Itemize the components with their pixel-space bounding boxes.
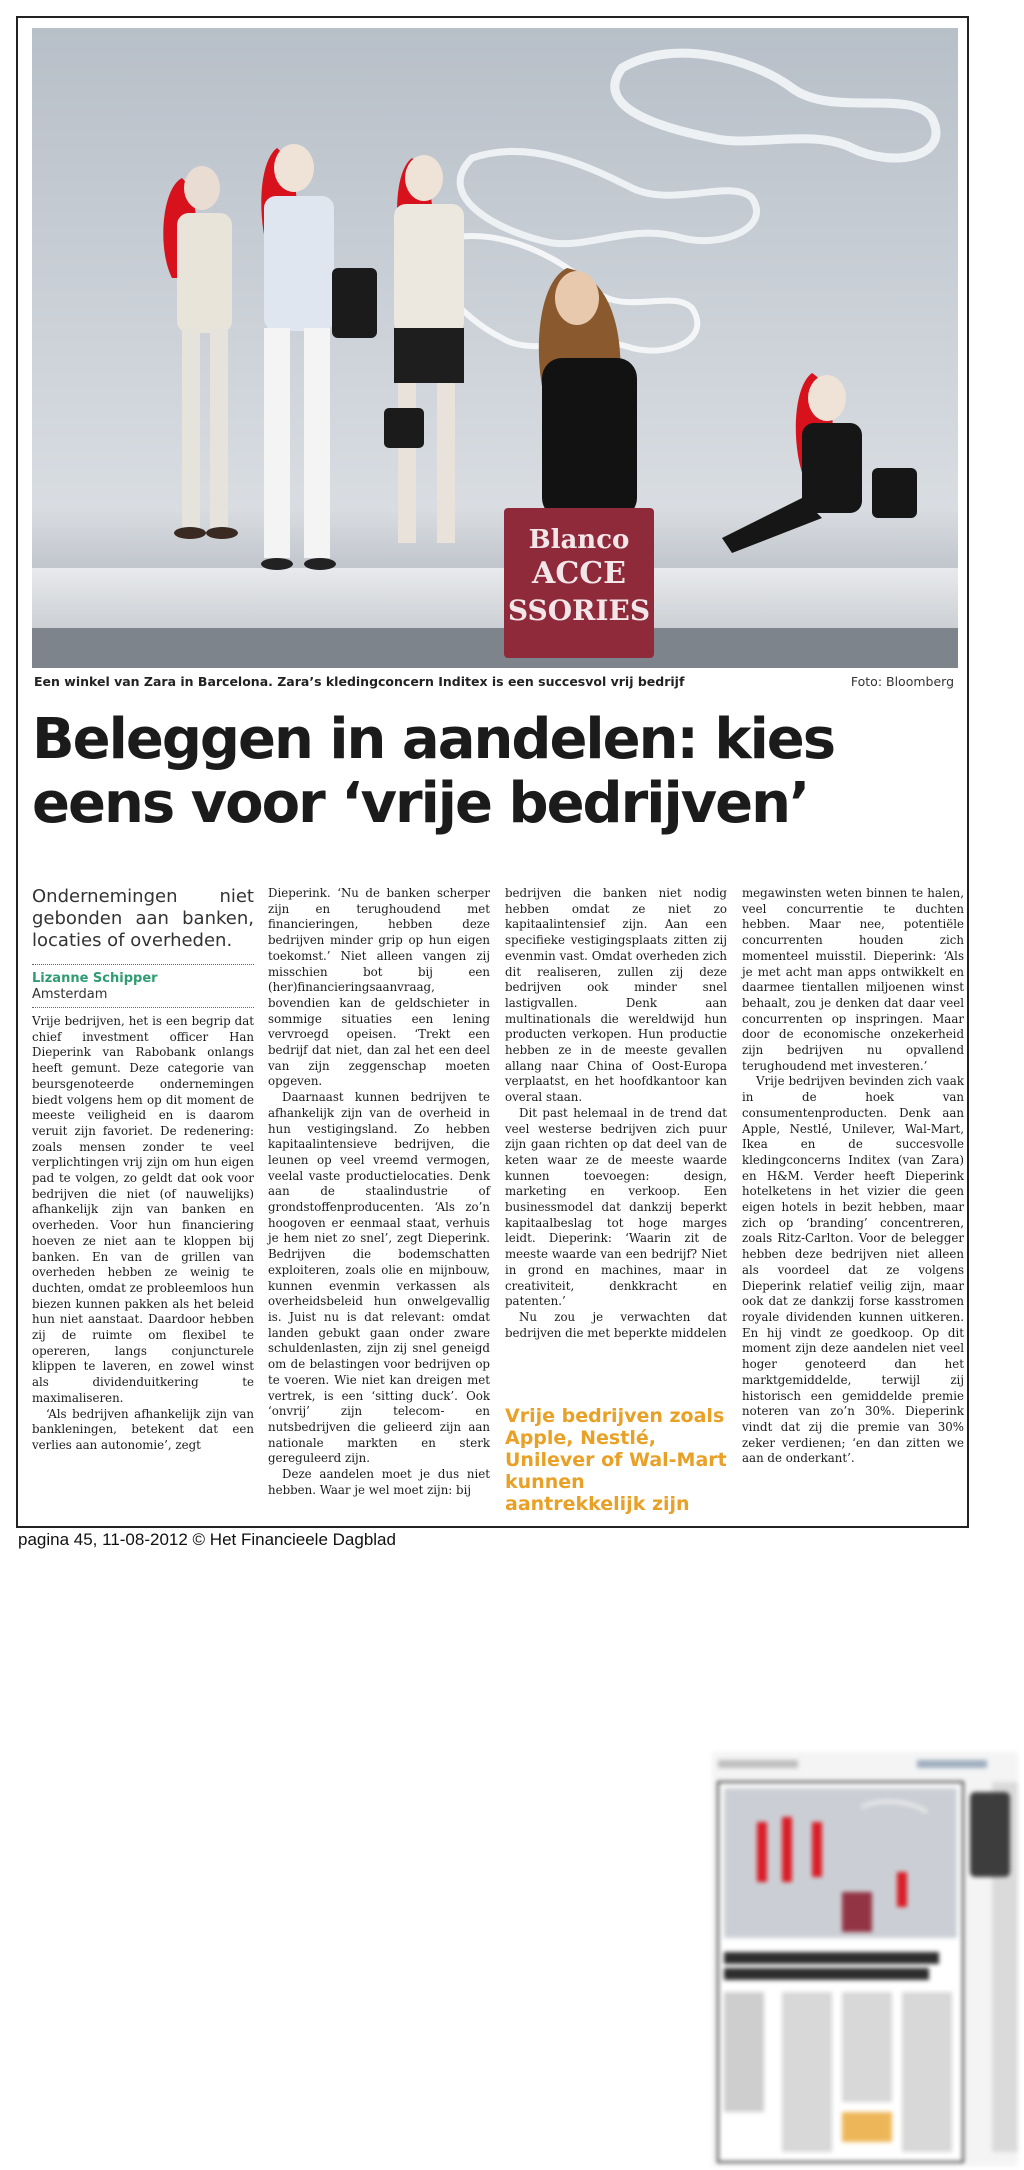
column-3 xyxy=(505,886,727,1341)
paragraph: Daarnaast kunnen bedrijven te afhankelijk zijn van de overheid in hun vestigingsland. Zo hebben kapitaalintensieve bedrijven, die leunen op veel vreemd vermogen, veelal vaste productielocaties. Denk aan de staalindustrie of grondstoffenproducenten. ‘Als zo’n hoogoven er eenmaal staat, verhuis je hem niet zo snel’, zegt Dieperink. Bedrijven die bodemschatten exploiteren, zoals olie en mijnbouw, kunnen evenmin verkassen als overheidsbeleid hun onwelgevallig is. Juist nu is dat relevant: omdat landen gebukt gaan onder zware schuldenlasten, zijn zij snel geneigd om de belastingen voor bedrijven op te voeren. Wie niet kan dreigen met vertrek, is een ‘sitting duck’. Ook ‘onvrij’ zijn telecom- en nutsbedrijven die gelieerd zijn aan nationale markten en sterk gereguleerd zijn. xyxy=(268,1090,490,1466)
paragraph: Dit past helemaal in de trend dat veel westerse bedrijven zich puur zijn gaan richten op dat deel van de keten waar ze de meeste waarde kunnen toevoegen: design, marketing en verkoop. Een businessmodel dat dankzij beperkt kapitaalbeslag tot hoge marges leidt. Dieperink: ‘Waarin zit de meeste waarde van een bedrijf? Niet in grond en machines, maar in creativiteit, denkkracht en patenten.’ xyxy=(505,1105,727,1309)
store-window-photo xyxy=(32,28,958,668)
zara-window-image xyxy=(32,28,958,668)
paragraph: Deze aandelen moet je dus niet hebben. Waar je wel moet zijn: bij xyxy=(268,1467,490,1497)
pull-quote: Vrije bedrijven zoals Apple, Nestlé, Unilever of Wal-Mart kunnen aantrekkelijk zijn xyxy=(505,1405,727,1515)
column-1 xyxy=(32,886,254,1454)
page-footer: pagina 45, 11-08-2012 © Het Financieele Dagblad xyxy=(18,1530,396,1549)
byline-divider-top xyxy=(32,964,254,965)
paragraph: megawinsten weten binnen te halen, veel concurrentie te duchten hebben. Maar nee, potentiële concurrenten houden zich momenteel muisstil. Dieperink: ‘Als je met acht man apps ontwikkelt en daarmee tientallen miljoenen winst behaalt, zou je denken dat daar veel concurrenten op inspringen. Maar door de economische onzekerheid zijn bedrijven nu opvallend terughoudend met investeren.’ xyxy=(742,886,964,1073)
paragraph: Vrije bedrijven, het is een begrip dat chief investment officer Han Dieperink van Rabobank onlangs heeft gemunt. Deze categorie van beursgenoteerde ondernemingen biedt volgens hem op dit moment de meeste veiligheid en is daarom veruit zijn favoriet. De redenering: zoals mensen zonder te veel verplichtingen vrij zijn om hun eigen pad te volgen, zo geldt dat ook voor bedrijven die niet (of nauwelijks) afhankelijk zijn van banken en overheden. Voor hun financiering hoeven ze niet aan te kloppen bij banken. En van de grillen van overheden hebben ze weinig te duchten, omdat ze probleemloos hun biezen kunnen pakken als het beleid hun niet aanstaat. Daardoor hebben zij de ruimte om flexibel te opereren, langs conjuncturele klippen te laveren, en zowel winst als dividenduitkering te maximaliseren. xyxy=(32,1014,254,1405)
headline-line-2: eens voor ‘vrije bedrijven’ xyxy=(32,771,809,836)
author-name: Lizanne Schipper xyxy=(32,971,158,986)
page-thumbnail[interactable] xyxy=(712,1752,1018,2166)
author-location: Amsterdam xyxy=(32,987,108,1002)
article-headline xyxy=(32,708,958,836)
svg-text:Blanco: Blanco xyxy=(528,525,630,555)
article-intro: Ondernemingen niet gebonden aan banken, locaties of overheden. xyxy=(32,886,254,951)
svg-text:SSORIES: SSORIES xyxy=(507,594,651,627)
photo-credit: Foto: Bloomberg xyxy=(850,674,954,689)
svg-text:ACCE: ACCE xyxy=(532,556,626,591)
column-4 xyxy=(742,886,964,1467)
article-clipping xyxy=(16,16,969,1528)
paragraph: Dieperink. ‘Nu de banken scherper zijn en terughoudend met financieringen, hebben deze bedrijven minder grip op hun eigen toekomst.’ Niet alleen vangen zij misschien bot bij een (her)financieringsaanvraag, bovendien kan de geldschieter in sommige situaties een lening vervroegd opeisen. ‘Trekt een bedrijf dat niet, dan zal het een deel van zijn zeggenschap moeten opgeven. xyxy=(268,886,490,1089)
paragraph: bedrijven die banken niet nodig hebben omdat ze niet zo kapitaalintensief zijn. Aan een specifieke vestigingsplaats zitten zij evenmin vast. Omdat overheden zich dit realiseren, zullen zij deze bedrijven ook minder snel lastigvallen. Denk aan multinationals die wereldwijd hun producten verkopen. Hun productie hebben ze in de meeste gevallen allang naar China of Oost-Europa verplaatst, en het hoofdkantoor kan overal staan. xyxy=(505,886,727,1105)
byline-divider-bottom xyxy=(32,1007,254,1008)
headline-line-1: Beleggen in aandelen: kies xyxy=(32,707,835,772)
caption-text: Een winkel van Zara in Barcelona. Zara’s kledingconcern Inditex is een succesvol vrij bedrijf xyxy=(34,674,685,689)
thumbnail-image xyxy=(712,1752,1018,2166)
paragraph: Vrije bedrijven bevinden zich vaak in de hoek van consumentenproducten. Denk aan Apple, Nestlé, Unilever, Wal-Mart, Ikea en de succesvolle kledingconcerns Inditex (van Zara) en H&M. Verder heeft Dieperink hotelketens in het vizier die geen eigen hotels in bezit hebben, maar zich op ‘branding’ concentreren, zoals Ritz-Carlton. Voor de belegger hebben deze bedrijven niet alleen als voordeel dat ze volgens Dieperink relatief veilig zijn, maar ook dat ze dankzij forse kasstromen royale dividenden kunnen uitkeren. En hij vindt ze goedkoop. Op dit moment zijn deze aandelen niet veel hoger genoteerd dan het marktgemiddelde, terwijl zij historisch een gemiddelde premie noteren van zo’n 30%. Dieperink vindt dat zij die premie van 30% zeker verdienen; ‘en dan zitten we aan de onderkant’. xyxy=(742,1074,964,1466)
column-2 xyxy=(268,886,490,1498)
photo-caption xyxy=(34,668,958,694)
paragraph: ‘Als bedrijven afhankelijk zijn van bankleningen, betekent dat een verlies aan autonomie’, zegt xyxy=(32,1406,254,1452)
paragraph: Nu zou je verwachten dat bedrijven die met beperkte middelen xyxy=(505,1309,727,1340)
